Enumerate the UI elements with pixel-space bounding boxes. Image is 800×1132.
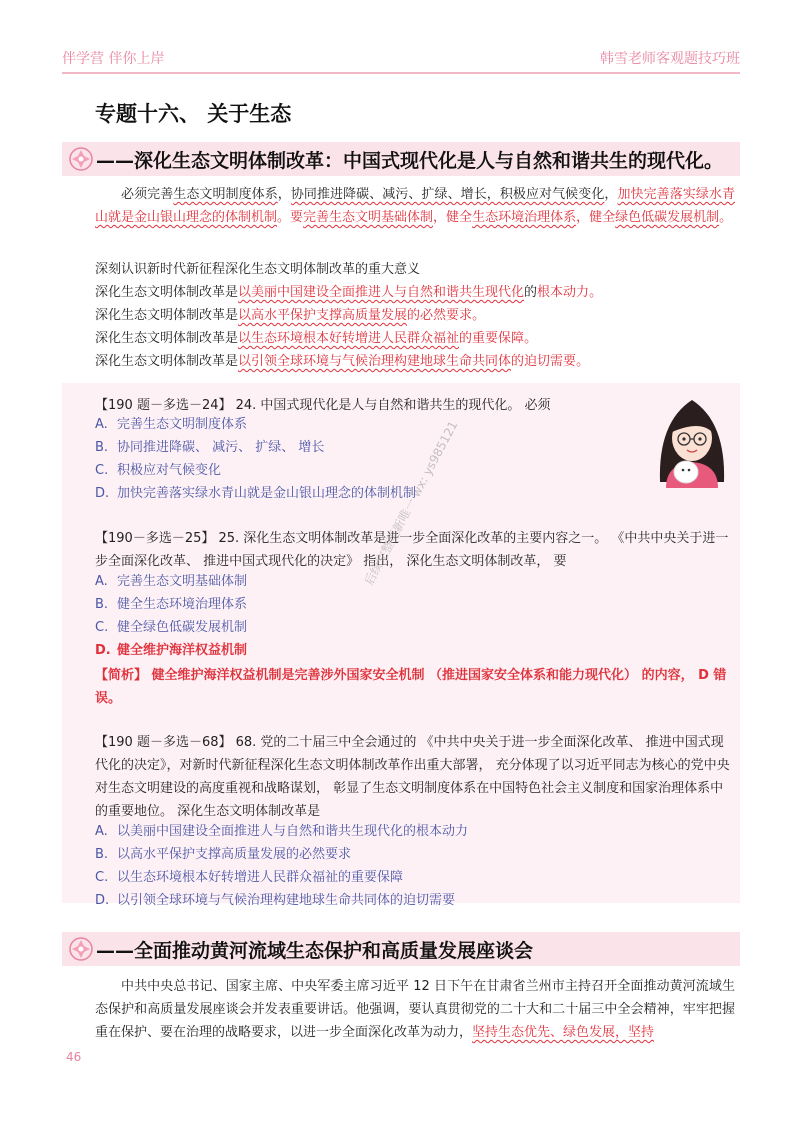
text-run: 。 xyxy=(576,354,590,369)
text-run: 深化生态文明体制改革是 xyxy=(95,354,239,369)
option-text: 积极应对气候变化 xyxy=(117,463,222,478)
watermark: 后续完整更新唯一 wx: ys985121 xyxy=(361,418,461,588)
section-2-paragraph xyxy=(95,975,735,1044)
option-text: 完善生态文明制度体系 xyxy=(117,417,248,432)
text-run: 。 xyxy=(524,331,538,346)
option-text: 健全绿色低碳发展机制 xyxy=(117,620,248,635)
question-24-option-a xyxy=(95,414,247,436)
option-text: 以美丽中国建设全面推进人与自然和谐共生现代化的根本动力 xyxy=(117,824,469,839)
question-24-option-c xyxy=(95,460,221,482)
option-key: D. xyxy=(95,643,111,658)
flower-icon xyxy=(68,146,94,172)
highlight-phrase: 根本动力 xyxy=(537,285,590,300)
section-1-title: ——深化生态文明体制改革：中国式现代化是人与自然和谐共生的现代化。 xyxy=(96,149,724,172)
option-text: 以生态环境根本好转增进人民群众福祉的重要保障 xyxy=(117,870,404,885)
question-25-analysis: 【简析】 健全维护海洋权益机制是完善涉外国家安全机制 （推进国家安全体系和能力现代化） 的内容， D 错误。 xyxy=(95,668,727,706)
option-key: C. xyxy=(95,463,109,478)
option-text: 健全生态环境治理体系 xyxy=(117,597,248,612)
text-run: 。 xyxy=(719,210,733,225)
text-run: ， xyxy=(604,187,618,202)
question-25-option-a xyxy=(95,571,247,593)
flower-icon xyxy=(68,936,94,962)
text-run: 中共中央总书记、国家主席、中央军委主席习近平 12 日下午在甘肃省兰州市主持召开全面推动黄河流域生态保护和高质量发展座谈会并发表重要讲话。他强调，要认真贯彻党的二十大和二十届三中全会精神，牢牢把握重在保护、要在治理的战略要求，以进一步全面深化改革为动力， xyxy=(95,979,735,1040)
highlight-phrase: 以高水平保护支撑高质量发展 xyxy=(238,308,408,323)
topic-title: 专题十六、 关于生态 xyxy=(95,102,292,126)
option-text: 加快完善落实绿水青山就是金山银山理念的体制机制 xyxy=(117,486,417,501)
option-text: 健全维护海洋权益机制 xyxy=(117,643,248,658)
question-68-option-c xyxy=(95,867,403,889)
text-run: 。 xyxy=(589,285,603,300)
question-68-option-a xyxy=(95,821,468,843)
option-text: 以高水平保护支撑高质量发展的必然要求 xyxy=(117,847,352,862)
section-2-header xyxy=(62,932,740,966)
question-24-stem: 【190 题－多选－24】 24. 中国式现代化是人与自然和谐共生的现代化。 必须 xyxy=(95,398,551,413)
header-course: 韩雪老师客观题技巧班 xyxy=(600,51,740,67)
text-run: 深化生态文明体制改革是 xyxy=(95,308,239,323)
question-25-option-c xyxy=(95,617,247,639)
option-key: D. xyxy=(95,893,110,908)
highlight-phrase: 坚持生态优先、绿色发展，坚持 xyxy=(472,1025,655,1040)
text-run: 深化生态文明体制改革是 xyxy=(95,331,239,346)
highlight-phrase: 以美丽中国建设全面推进人与自然和谐共生现代化 xyxy=(238,285,525,300)
option-key: C. xyxy=(95,870,109,885)
option-key: A. xyxy=(95,574,108,589)
meaning-line-4 xyxy=(95,351,589,373)
option-key: B. xyxy=(95,597,109,612)
question-24-option-d xyxy=(95,483,416,505)
question-68-option-b xyxy=(95,844,351,866)
meaning-line-2 xyxy=(95,305,485,327)
meaning-title: 深刻认识新时代新征程深化生态文明体制改革的重大意义 xyxy=(95,262,421,277)
header-brand: 伴学营 伴你上岸 xyxy=(62,51,165,67)
section-1-paragraph xyxy=(95,183,735,229)
text-run: 的 xyxy=(407,308,421,323)
header-divider xyxy=(62,72,740,74)
question-68-stem: 【190 题－多选－68】 68. 党的二十届三中全会通过的 《中共中央关于进一步全面深化改革、 推进中国式现代化的决定》，对新时代新征程深化生态文明体制改革作出重大部署， 充分体现了以习近平同志为核心的党中央对生态文明建设的高度重视和战略谋划， 彰显了生态文明制度体系在中国特色社会主义制度和国家治理体系中的重要地位。 深化生态文明体制改革是 xyxy=(95,735,730,819)
text-run: 的 xyxy=(511,354,525,369)
option-key: D. xyxy=(95,486,110,501)
underlined-phrase: 生态文明制度体系 xyxy=(173,187,278,202)
question-25-option-b xyxy=(95,594,247,616)
highlight-phrase: 以生态环境根本好转增进人民群众福祉 xyxy=(238,331,460,346)
option-text: 完善生态文明基础体制 xyxy=(117,574,248,589)
question-24-option-b xyxy=(95,437,324,459)
highlight-phrase: 以引领全球环境与气候治理构建地球生命共同体 xyxy=(238,354,512,369)
option-key: C. xyxy=(95,620,109,635)
page-number: 46 xyxy=(66,1050,82,1064)
text-run: ，健全 xyxy=(576,210,616,225)
question-25-stem: 【190－多选－25】 25. 深化生态文明体制改革是进一步全面深化改革的主要内容之一。 《中共中央关于进一步全面深化改革、 推进中国式现代化的决定》 指出， 深化生态文明体制改革， 要 xyxy=(95,531,729,569)
teacher-avatar xyxy=(652,392,732,488)
text-run: 必须完善 xyxy=(121,187,174,202)
highlight-phrase: 迫切需要 xyxy=(524,354,577,369)
highlight-phrase: 必然要求 xyxy=(420,308,473,323)
meaning-line-3 xyxy=(95,328,537,350)
text-run: 。 xyxy=(472,308,486,323)
option-key: B. xyxy=(95,440,109,455)
text-run: 深化生态文明体制改革是 xyxy=(95,285,239,300)
question-68-option-d xyxy=(95,890,455,912)
page-header xyxy=(0,0,800,78)
question-25-option-d xyxy=(95,640,247,662)
text-run: ， xyxy=(277,187,291,202)
text-run: 的 xyxy=(459,331,473,346)
underlined-phrase: 协同推进降碳、减污、扩绿、增长，积极应对气候变化 xyxy=(290,187,605,202)
text-run: 。要 xyxy=(277,210,304,225)
option-key: A. xyxy=(95,824,108,839)
option-key: B. xyxy=(95,847,109,862)
highlight-phrase: 绿色低碳发展机制 xyxy=(615,210,720,225)
section-2-title: ——全面推动黄河流域生态保护和高质量发展座谈会 xyxy=(96,939,534,962)
option-text: 以引领全球环境与气候治理构建地球生命共同体的迫切需要 xyxy=(117,893,456,908)
highlight-phrase: 生态环境治理体系 xyxy=(472,210,577,225)
meaning-line-1 xyxy=(95,282,602,304)
text-run: ，健全 xyxy=(433,210,473,225)
section-1-header xyxy=(62,142,740,176)
text-run: 的 xyxy=(524,285,538,300)
option-key: A. xyxy=(95,417,108,432)
option-text: 协同推进降碳、 减污、 扩绿、 增长 xyxy=(117,440,325,455)
highlight-phrase: 加快完善落实绿水青山就是金山银山理念的体制机制 xyxy=(95,187,735,225)
highlight-phrase: 完善生态文明基础体制 xyxy=(303,210,434,225)
highlight-phrase: 重要保障 xyxy=(472,331,525,346)
